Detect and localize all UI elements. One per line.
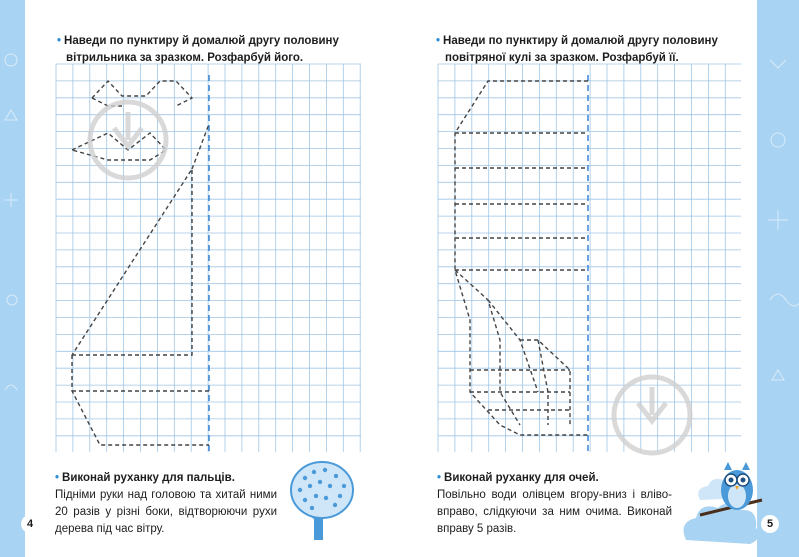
finger-exercise-title: Виконай руханку для пальців. (62, 472, 235, 484)
bullet: • (437, 472, 442, 484)
tree-illustration (291, 462, 353, 540)
bullet: • (55, 472, 60, 484)
eye-exercise-title: Виконай руханку для очей. (444, 472, 599, 484)
left-instruction-line1: Наведи по пунктиру й домалюй другу половину (64, 35, 339, 47)
bullet: • (436, 35, 441, 47)
page-number-right: 5 (761, 515, 779, 533)
finger-exercise-body: Підніми руки над головою та хитай ними 20 разів у різні боки, відтворюючи рухи дерева під час вітру. (55, 489, 277, 535)
bullet: • (57, 35, 62, 47)
right-instruction-line2: повітряної кулі за зразком. Розфарбуй її. (445, 52, 679, 64)
eye-exercise-body: Повільно води олівцем вгору-вниз і вліво-вправо, слідкуючи за ним очима. Виконай вправу 5 разів. (437, 489, 672, 535)
left-instruction-line2: вітрильника за зразком. Розфарбуй його. (66, 52, 304, 64)
right-grid (438, 64, 741, 452)
watermark-icon (90, 102, 690, 453)
right-instruction-line1: Наведи по пунктиру й домалюй другу половину (443, 35, 718, 47)
balloon-half (455, 81, 588, 435)
page-number-left: 4 (21, 515, 39, 533)
